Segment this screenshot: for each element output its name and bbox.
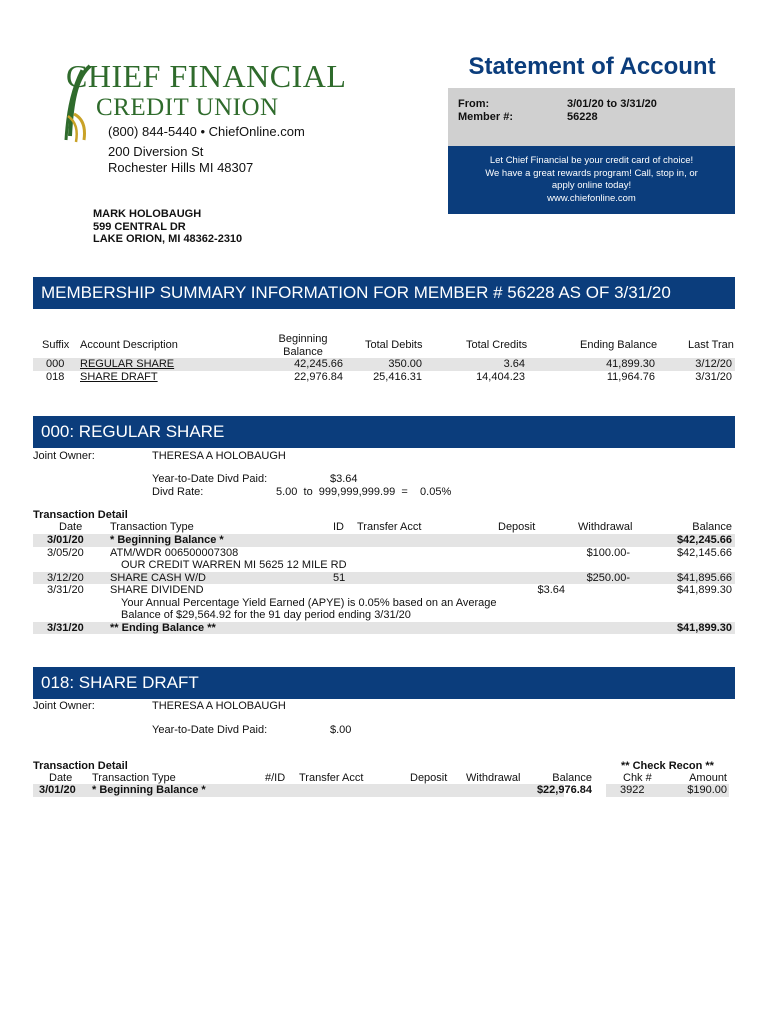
joint-owner-label: Joint Owner:	[33, 700, 95, 712]
td-balance: $22,976.84	[536, 784, 592, 796]
member-street: 599 CENTRAL DR	[93, 220, 186, 233]
th-withdrawal: Withdrawal	[466, 772, 521, 784]
table-row	[33, 584, 735, 597]
td-deposit: $3.64	[537, 584, 565, 596]
row-credits: 14,404.23	[476, 371, 525, 383]
transaction-header	[33, 521, 735, 534]
statement-info-panel	[448, 88, 735, 146]
ytd-value: $.00	[330, 724, 352, 736]
td-date: 3/01/20	[39, 784, 76, 796]
row-last: 3/31/20	[695, 371, 732, 383]
td-balance: $42,145.66	[676, 546, 732, 559]
td-type: ATM/WDR 006500007308	[110, 546, 239, 559]
col-begin	[258, 333, 348, 358]
bank-address2: Rochester Hills MI 48307	[108, 160, 254, 175]
member-name: MARK HOLOBAUGH	[93, 208, 202, 220]
th-deposit: Deposit	[410, 772, 448, 784]
th-balance: Balance	[552, 772, 592, 784]
th-type: Transaction Type	[110, 521, 194, 533]
td-balance: $41,899.30	[676, 621, 732, 634]
table-row	[33, 784, 592, 797]
regular-share-title: 000: REGULAR SHARE	[33, 416, 735, 448]
table-row	[33, 371, 735, 384]
col-credits: Total Credits	[466, 339, 528, 351]
promo-line: Let Chief Financial be your credit card of choice!	[489, 155, 694, 166]
bank-name-line1: CHIEF FINANCIAL	[66, 58, 347, 94]
td-id: 51	[333, 571, 346, 584]
td-date: 3/12/20	[47, 571, 84, 584]
joint-owner-value: THERESA A HOLOBAUGH	[152, 700, 286, 712]
td-date: 3/31/20	[47, 621, 84, 634]
col-begin-1: Beginning	[278, 333, 328, 345]
td-type: SHARE DIVIDEND	[110, 584, 204, 596]
th-withdrawal: Withdrawal	[578, 521, 633, 533]
table-row	[33, 609, 735, 622]
td-date: 3/31/20	[47, 584, 84, 596]
td-balance: $41,895.66	[676, 571, 732, 584]
promo-link[interactable]: www.chiefonline.com	[547, 192, 636, 204]
table-row	[33, 622, 735, 635]
row-debits: 350.00	[388, 358, 422, 370]
th-transfer: Transfer Acct	[357, 521, 422, 533]
bank-address1: 200 Diversion St	[108, 144, 204, 159]
th-transfer: Transfer Acct	[299, 772, 364, 784]
bank-name-line2: CREDIT UNION	[96, 94, 279, 121]
td-withdrawal: $250.00-	[586, 571, 630, 584]
table-row	[33, 559, 735, 572]
td-date: 3/05/20	[47, 546, 84, 559]
member-label: Member #:	[458, 111, 514, 123]
th-balance: Balance	[692, 521, 732, 533]
promo-line: apply online today!	[551, 180, 632, 191]
account-link-regular-share[interactable]: REGULAR SHARE	[80, 358, 175, 370]
check-recon-title: ** Check Recon **	[621, 760, 714, 772]
row-debits: 25,416.31	[373, 371, 422, 383]
table-row	[33, 534, 735, 547]
table-row	[33, 358, 735, 371]
row-ending: 11,964.76	[606, 371, 655, 383]
ytd-value: $3.64	[330, 473, 358, 485]
row-suffix: 018	[46, 371, 65, 383]
divd-rate-label: Divd Rate:	[152, 486, 204, 498]
td-type: ** Ending Balance **	[110, 621, 216, 634]
col-begin-2: Balance	[283, 345, 323, 358]
col-ending: Ending Balance	[580, 339, 658, 351]
member-city: LAKE ORION, MI 48362-2310	[93, 233, 243, 245]
joint-owner-label: Joint Owner:	[33, 450, 95, 462]
from-label: From:	[458, 98, 490, 110]
th-id: ID	[333, 521, 344, 533]
col-debits: Total Debits	[365, 339, 423, 351]
row-credits: 3.64	[503, 358, 525, 370]
th-id: #/ID	[265, 772, 286, 784]
ytd-label: Year-to-Date Divd Paid:	[152, 724, 268, 736]
td-type: OUR CREDIT WARREN MI 5625 12 MILE RD	[121, 559, 347, 571]
table-row	[33, 572, 735, 585]
row-ending: 41,899.30	[606, 358, 655, 370]
row-suffix: 000	[46, 358, 65, 370]
col-last: Last Tran	[688, 339, 734, 351]
th-deposit: Deposit	[498, 521, 536, 533]
th-date: Date	[49, 772, 73, 784]
summary-header	[33, 333, 735, 359]
promo-panel	[448, 146, 735, 214]
td-type: SHARE CASH W/D	[110, 571, 206, 584]
td-balance: $42,245.66	[676, 534, 732, 546]
statement-title: Statement of Account	[468, 53, 716, 80]
td-type: * Beginning Balance *	[110, 534, 224, 546]
td-type: Your Annual Percentage Yield Earned (APYE) is 0.05% based on an Average	[121, 596, 497, 609]
ytd-label: Year-to-Date Divd Paid:	[152, 473, 268, 485]
th-date: Date	[59, 521, 83, 533]
share-draft-title: 018: SHARE DRAFT	[33, 667, 735, 699]
col-suffix: Suffix	[42, 339, 70, 351]
th-amount: Amount	[689, 772, 727, 784]
td-withdrawal: $100.00-	[586, 546, 630, 559]
td-type: Balance of $29,564.92 for the 91 day period ending 3/31/20	[121, 609, 411, 621]
row-begin: 42,245.66	[294, 358, 343, 370]
td-chk: 3922	[620, 784, 645, 796]
member-address	[93, 208, 242, 246]
td-type: * Beginning Balance *	[92, 784, 206, 796]
from-value: 3/01/20 to 3/31/20	[567, 98, 657, 110]
member-value: 56228	[567, 111, 598, 123]
table-row	[33, 547, 735, 560]
th-chk: Chk #	[623, 772, 652, 784]
th-type: Transaction Type	[92, 772, 176, 784]
td-date: 3/01/20	[47, 534, 84, 546]
check-recon-row	[606, 784, 729, 797]
td-balance: $41,899.30	[676, 584, 732, 596]
promo-line: We have a great rewards program! Call, stop in, or	[485, 167, 698, 179]
td-amount: $190.00	[687, 784, 727, 796]
summary-title: MEMBERSHIP SUMMARY INFORMATION FOR MEMBER # 56228 AS OF 3/31/20	[33, 277, 735, 309]
transaction-detail-title: Transaction Detail	[33, 509, 128, 521]
transaction-detail-title: Transaction Detail	[33, 760, 128, 772]
account-link-share-draft[interactable]: SHARE DRAFT	[80, 371, 158, 383]
joint-owner-value: THERESA A HOLOBAUGH	[152, 450, 286, 462]
row-begin: 22,976.84	[294, 371, 343, 383]
col-desc: Account Description	[80, 339, 178, 351]
divd-rate-value: 5.00 to 999,999,999.99 = 0.05%	[276, 486, 452, 498]
bank-phone-web: (800) 844-5440 • ChiefOnline.com	[108, 124, 305, 139]
table-row	[33, 597, 735, 610]
row-last: 3/12/20	[695, 358, 732, 370]
